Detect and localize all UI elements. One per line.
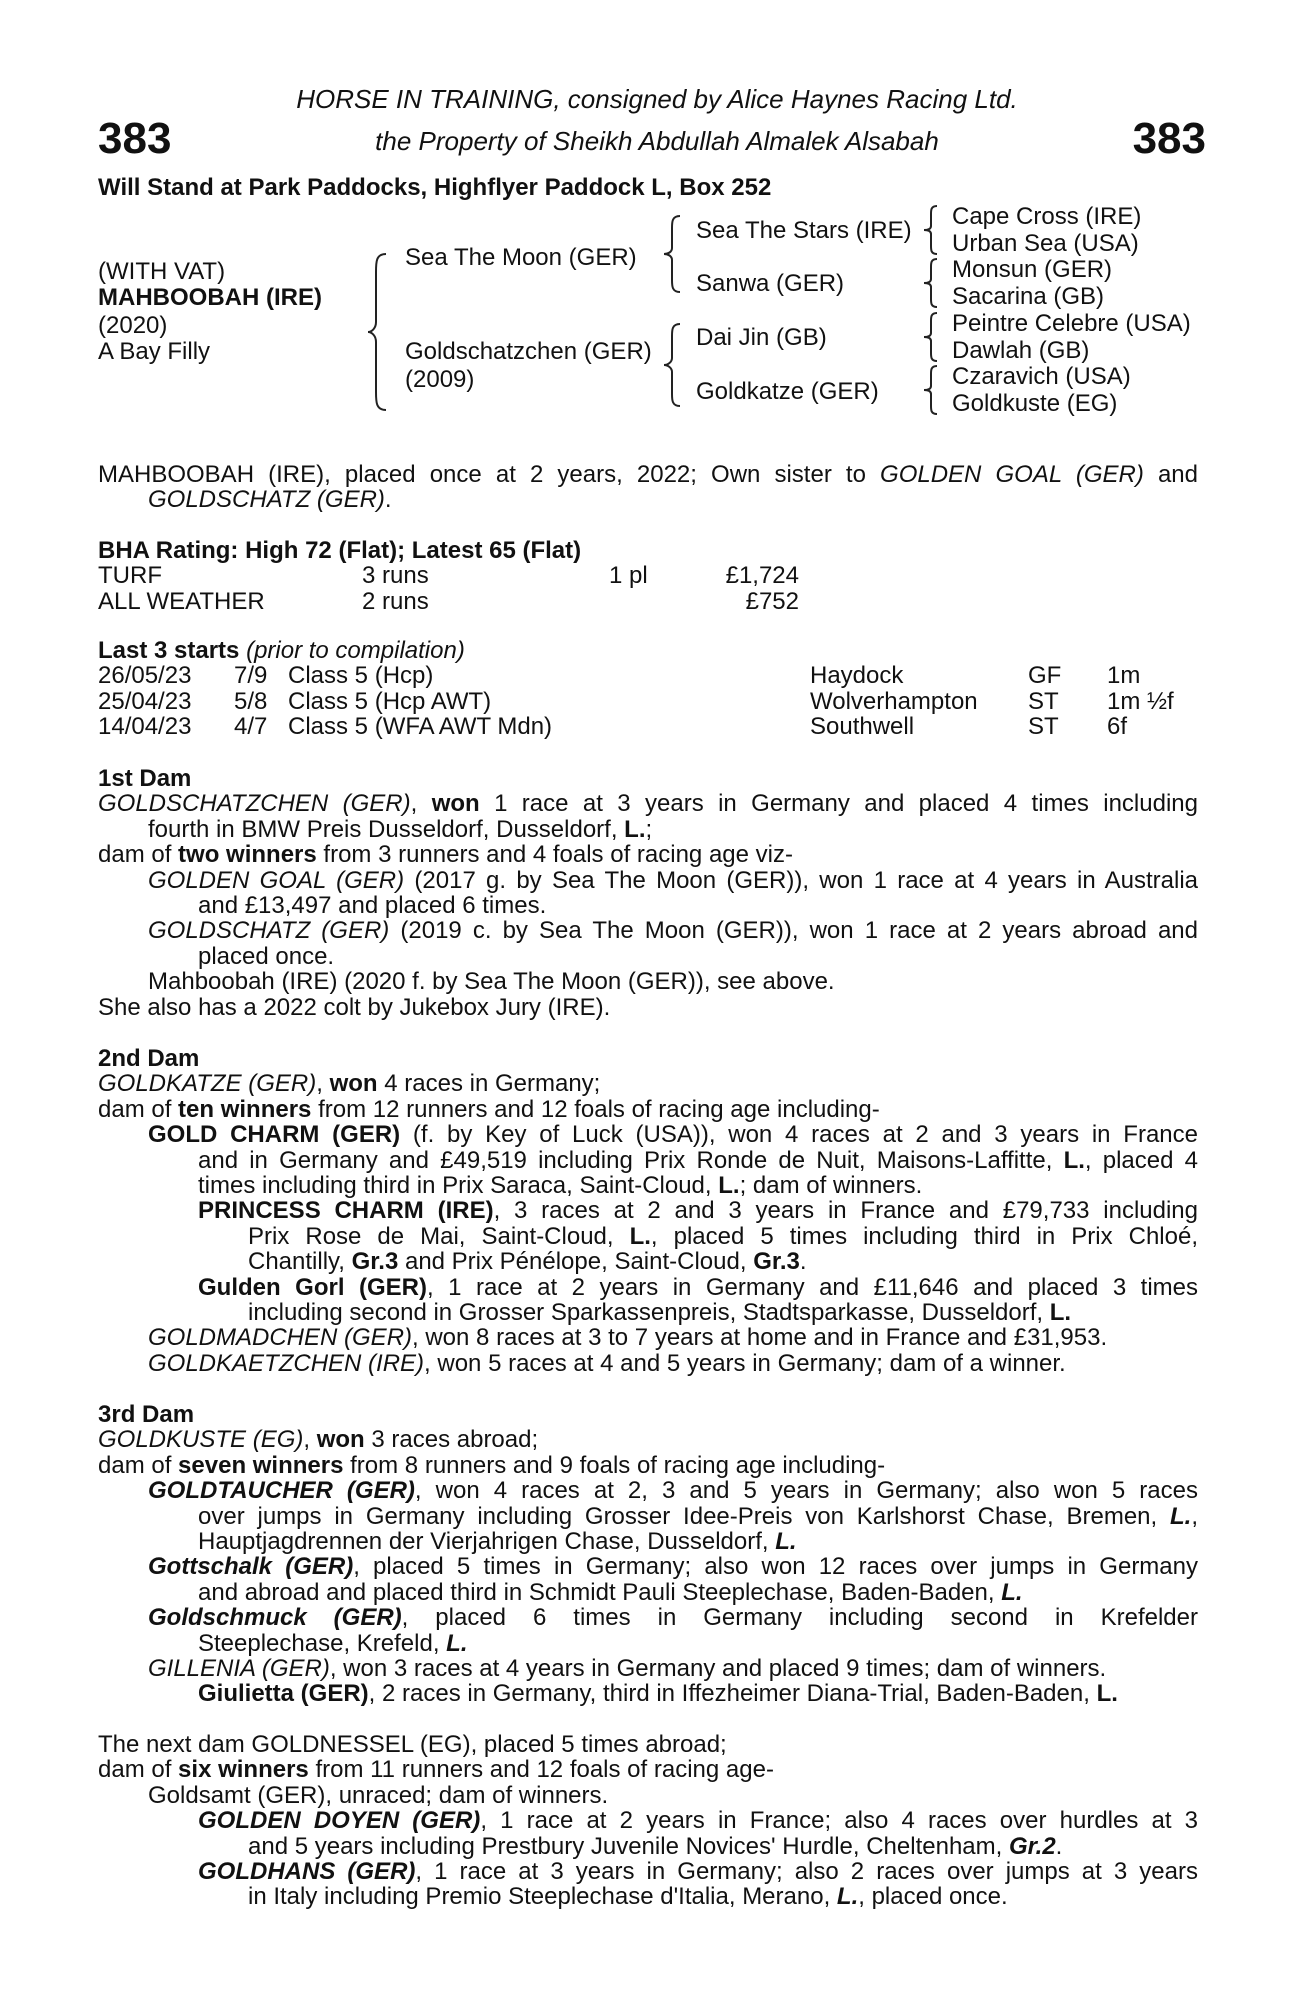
text: , placed once. — [858, 1883, 1008, 1911]
table-row — [98, 589, 799, 614]
text: , won 8 races at 3 to 7 years at home and in France and £31,953. — [412, 1324, 1108, 1352]
horse-name: MAHBOOBAH (IRE) — [98, 284, 322, 311]
text: 3 races abroad; — [364, 1426, 539, 1454]
vat-note: (WITH VAT) — [98, 258, 226, 285]
text: (2017 g. by Sea The Moon (GER)), won 1 race at 4 years in Australia — [404, 866, 1198, 894]
offspring-name: GOLDTAUCHER (GER) — [148, 1477, 415, 1505]
race-position: 7/9 — [234, 662, 268, 690]
runs: 2 runs — [362, 587, 429, 615]
text: ; — [645, 815, 653, 843]
dd-dam: Goldkuste (EG) — [952, 390, 1118, 417]
ds-dam: Dawlah (GB) — [952, 337, 1090, 364]
rating-heading: BHA Rating: High 72 (Flat); Latest 65 (Flat) — [98, 537, 582, 564]
grade-label: L. — [836, 1883, 859, 1911]
section-heading: 3rd Dam — [98, 1401, 195, 1428]
consignor-line: HORSE IN TRAINING, consigned by Alice Haynes Racing Ltd. — [296, 84, 1018, 114]
race-position: 5/8 — [234, 687, 268, 715]
text: ; dam of winners. — [739, 1172, 923, 1200]
text: in Italy including Premio Steeplechase d'Italia, Merano, — [248, 1883, 837, 1911]
text: won — [329, 1070, 378, 1098]
next-dam-section — [98, 1732, 1198, 1910]
text: ten winners — [178, 1095, 312, 1123]
race-distance: 1m ½f — [1107, 687, 1174, 715]
text: , — [410, 790, 432, 818]
intro-text: and — [1143, 461, 1198, 488]
grade-label: L. — [775, 1528, 797, 1556]
race-class: Class 5 (Hcp AWT) — [288, 687, 492, 715]
text: over jumps in Germany including Grosser Idee-Preis von Karlshorst Chase, Bremen, — [198, 1502, 1170, 1530]
text: , 1 race at 2 years in Germany and £11,646 and placed 3 times — [426, 1273, 1199, 1301]
sire: Sea The Moon (GER) — [405, 244, 637, 271]
text: Steeplechase, Krefeld, — [198, 1629, 447, 1657]
dam-dam: Goldkatze (GER) — [696, 378, 879, 405]
pedigree-brace-sire — [662, 214, 684, 294]
sibling-name: GOLDSCHATZ (GER) — [148, 486, 385, 514]
text: and £13,497 and placed 6 times. — [198, 892, 547, 920]
text: from 3 runners and 4 foals of racing age viz- — [316, 841, 793, 869]
race-date: 25/04/23 — [98, 687, 192, 715]
sire-sire: Sea The Stars (IRE) — [696, 217, 912, 244]
lot-number-left: 383 — [98, 114, 172, 163]
text: and Prix Pénélope, Saint-Cloud, — [398, 1248, 754, 1276]
sd-dam: Sacarina (GB) — [952, 283, 1105, 310]
text: seven winners — [178, 1451, 344, 1479]
text: , 3 races at 2 and 3 years in France and £79,733 including — [493, 1197, 1198, 1225]
grade-label: L. — [629, 1222, 651, 1250]
race-going: ST — [1028, 687, 1059, 715]
pedigree-brace-ss — [922, 204, 940, 256]
text: times including third in Prix Saraca, Saint-Cloud, — [198, 1172, 719, 1200]
text: , — [1191, 1502, 1198, 1530]
property-line: the Property of Sheikh Abdullah Almalek Alsabah — [375, 126, 939, 156]
dam-name: GOLDKATZE (GER) — [98, 1070, 317, 1098]
lot-number-right: 383 — [1132, 114, 1206, 163]
text: and in Germany and £49,519 including Prix Ronde de Nuit, Maisons-Laffitte, — [198, 1146, 1064, 1174]
race-going: ST — [1028, 713, 1059, 741]
text: fourth in BMW Preis Dusseldorf, Dusseldorf, — [148, 815, 625, 843]
table-row — [98, 714, 1174, 739]
grade-label: L. — [718, 1172, 740, 1200]
grade-label: L. — [1001, 1578, 1023, 1606]
race-distance: 1m — [1107, 662, 1141, 690]
grade-label: L. — [1063, 1146, 1085, 1174]
section-heading: 1st Dam — [98, 765, 192, 792]
grade-label: L. — [1049, 1299, 1072, 1327]
text: from 11 runners and 12 foals of racing age- — [308, 1756, 774, 1784]
sibling-name: GOLDEN GOAL (GER) — [880, 461, 1144, 488]
text: . — [799, 1248, 807, 1276]
text: , won 5 races at 4 and 5 years in Germany; dam of a winner. — [424, 1349, 1066, 1377]
intro-paragraph — [98, 462, 1198, 513]
text: six winners — [178, 1756, 309, 1784]
sd-sire: Monsun (GER) — [952, 256, 1113, 283]
last-starts-heading: Last 3 starts — [98, 637, 240, 664]
text: including second in Grosser Sparkassenpreis, Stadtsparkasse, Dusseldorf, — [248, 1299, 1050, 1327]
race-distance: 6f — [1107, 713, 1128, 741]
text: placed once. — [198, 942, 335, 970]
text: The next dam GOLDNESSEL (EG), placed 5 times abroad; — [98, 1731, 727, 1758]
rating-table — [98, 563, 799, 614]
race-date: 14/04/23 — [98, 713, 192, 741]
earnings: £1,724 — [725, 562, 799, 590]
text: Chantilly, — [248, 1248, 352, 1276]
placed — [609, 589, 689, 614]
offspring-name: Goldschmuck (GER) — [148, 1604, 402, 1632]
text: dam of — [98, 1095, 179, 1123]
offspring-entry: Mahboobah (IRE) (2020 f. by Sea The Moon (GER)), see above. — [148, 968, 835, 996]
sire-dam: Sanwa (GER) — [696, 270, 845, 297]
grade-label: Gr.3 — [753, 1248, 800, 1276]
text: , placed 4 — [1084, 1146, 1198, 1174]
race-course: Haydock — [810, 662, 904, 690]
stand-location: Will Stand at Park Paddocks, Highflyer Paddock L, Box 252 — [98, 174, 772, 201]
text: , 1 race at 2 years in France; also 4 races over hurdles at 3 — [480, 1807, 1199, 1835]
offspring-name: PRINCESS CHARM (IRE) — [198, 1197, 494, 1225]
dam-name: GOLDSCHATZCHEN (GER) — [98, 790, 411, 818]
dam-sire: Dai Jin (GB) — [696, 324, 827, 351]
horse-description: A Bay Filly — [98, 338, 211, 365]
text: , — [303, 1426, 317, 1454]
placed: 1 pl — [609, 562, 648, 590]
race-class: Class 5 (Hcp) — [288, 662, 434, 690]
grade-label: Gr.3 — [351, 1248, 399, 1276]
text: . — [1055, 1832, 1063, 1860]
text: , placed 5 times including third in Prix Chloé, — [650, 1222, 1198, 1250]
table-row — [98, 563, 799, 588]
earnings: £752 — [745, 587, 799, 615]
runs: 3 runs — [362, 562, 429, 590]
grade-label: Gr.2 — [1008, 1832, 1056, 1860]
pedigree-brace-dam — [662, 322, 684, 408]
offspring-name: Giulietta (GER) — [198, 1680, 369, 1708]
text: (f. by Key of Luck (USA)), won 4 races at 2 and 3 years in France — [400, 1121, 1198, 1149]
race-date: 26/05/23 — [98, 662, 192, 690]
offspring-name: GOLDEN GOAL (GER) — [148, 866, 405, 894]
grade-label: L. — [1096, 1680, 1118, 1708]
grade-label: L. — [1170, 1502, 1192, 1530]
surface: TURF — [98, 562, 162, 590]
text: , won 3 races at 4 years in Germany and placed 9 times; dam of winners. — [329, 1655, 1107, 1683]
offspring-name: GOLDHANS (GER) — [198, 1858, 416, 1886]
rating-section — [98, 538, 1198, 614]
text: , won 4 races at 2, 3 and 5 years in Germany; also won 5 races — [414, 1477, 1198, 1505]
text: from 12 runners and 12 foals of racing age including- — [311, 1095, 880, 1123]
race-position: 4/7 — [234, 713, 268, 741]
text: two winners — [178, 841, 317, 869]
grade-label: L. — [446, 1629, 468, 1657]
text: Prix Rose de Mai, Saint-Cloud, — [248, 1222, 630, 1250]
offspring-name: GILLENIA (GER) — [148, 1655, 330, 1683]
race-course: Southwell — [810, 713, 915, 741]
offspring-name: GOLDEN DOYEN (GER) — [198, 1807, 481, 1835]
ss-sire: Cape Cross (IRE) — [952, 203, 1142, 230]
text: , 2 races in Germany, third in Iffezheimer Diana-Trial, Baden-Baden, — [368, 1680, 1097, 1708]
horse-year: (2020) — [98, 312, 168, 339]
intro-text: . — [384, 486, 392, 514]
text: She also has a 2022 colt by Jukebox Jury (IRE). — [98, 993, 611, 1021]
text: 4 races in Germany; — [377, 1070, 601, 1098]
text: (2019 c. by Sea The Moon (GER)), won 1 race at 2 years abroad and — [389, 917, 1198, 945]
dam: Goldschatzchen (GER) — [405, 338, 652, 365]
offspring-name: GOLDMADCHEN (GER) — [148, 1324, 413, 1352]
offspring-name: GOLD CHARM (GER) — [148, 1121, 401, 1149]
text: , — [316, 1070, 330, 1098]
table-row — [98, 689, 1174, 714]
race-course: Wolverhampton — [810, 687, 978, 715]
third-dam-section — [98, 1402, 1198, 1707]
text: 1 race at 3 years in Germany and placed 4 times including — [479, 790, 1198, 818]
pedigree-brace-main — [366, 252, 390, 412]
offspring-name: GOLDSCHATZ (GER) — [148, 917, 390, 945]
race-going: GF — [1028, 662, 1062, 690]
first-dam-section — [98, 766, 1198, 1020]
surface: ALL WEATHER — [98, 587, 265, 615]
section-heading: 2nd Dam — [98, 1045, 200, 1072]
text: and 5 years including Prestbury Juvenile Novices' Hurdle, Cheltenham, — [248, 1832, 1009, 1860]
dam-year: (2009) — [405, 366, 475, 393]
intro-text: MAHBOOBAH (IRE), placed once at 2 years, 2022; Own sister to — [98, 461, 881, 488]
offspring-entry: Goldsamt (GER), unraced; dam of winners. — [148, 1781, 609, 1809]
dam-name: GOLDKUSTE (EG) — [98, 1426, 304, 1454]
pedigree-brace-dd — [922, 364, 940, 416]
text: dam of — [98, 1756, 179, 1784]
text: won — [316, 1426, 365, 1454]
ss-dam: Urban Sea (USA) — [952, 230, 1139, 257]
last-starts-section — [98, 638, 1198, 740]
text: from 8 runners and 9 foals of racing age including- — [343, 1451, 886, 1479]
text: Hauptjagdrennen der Vierjahrigen Chase, Dusseldorf, — [198, 1528, 776, 1556]
dd-sire: Czaravich (USA) — [952, 363, 1131, 390]
text: and abroad and placed third in Schmidt Pauli Steeplechase, Baden-Baden, — [198, 1578, 1002, 1606]
text: dam of — [98, 841, 179, 869]
table-row — [98, 663, 1174, 688]
offspring-name: GOLDKAETZCHEN (IRE) — [148, 1349, 425, 1377]
last-starts-table — [98, 663, 1174, 739]
text: , 1 race at 3 years in Germany; also 2 races over jumps at 3 years — [415, 1858, 1198, 1886]
pedigree-brace-ds — [922, 311, 940, 363]
last-starts-note: (prior to compilation) — [239, 637, 465, 664]
ds-sire: Peintre Celebre (USA) — [952, 310, 1191, 337]
text: dam of — [98, 1451, 179, 1479]
text: , placed 6 times in Germany including second in Krefelder — [401, 1604, 1198, 1632]
pedigree-brace-sd — [922, 257, 940, 309]
text: , placed 5 times in Germany; also won 12 races over jumps in Germany — [353, 1553, 1198, 1581]
offspring-name: Gottschalk (GER) — [148, 1553, 354, 1581]
grade-label: L. — [624, 815, 646, 843]
second-dam-section — [98, 1046, 1198, 1376]
race-class: Class 5 (WFA AWT Mdn) — [288, 713, 553, 741]
offspring-name: Gulden Gorl (GER) — [198, 1273, 427, 1301]
text: won — [431, 790, 480, 818]
